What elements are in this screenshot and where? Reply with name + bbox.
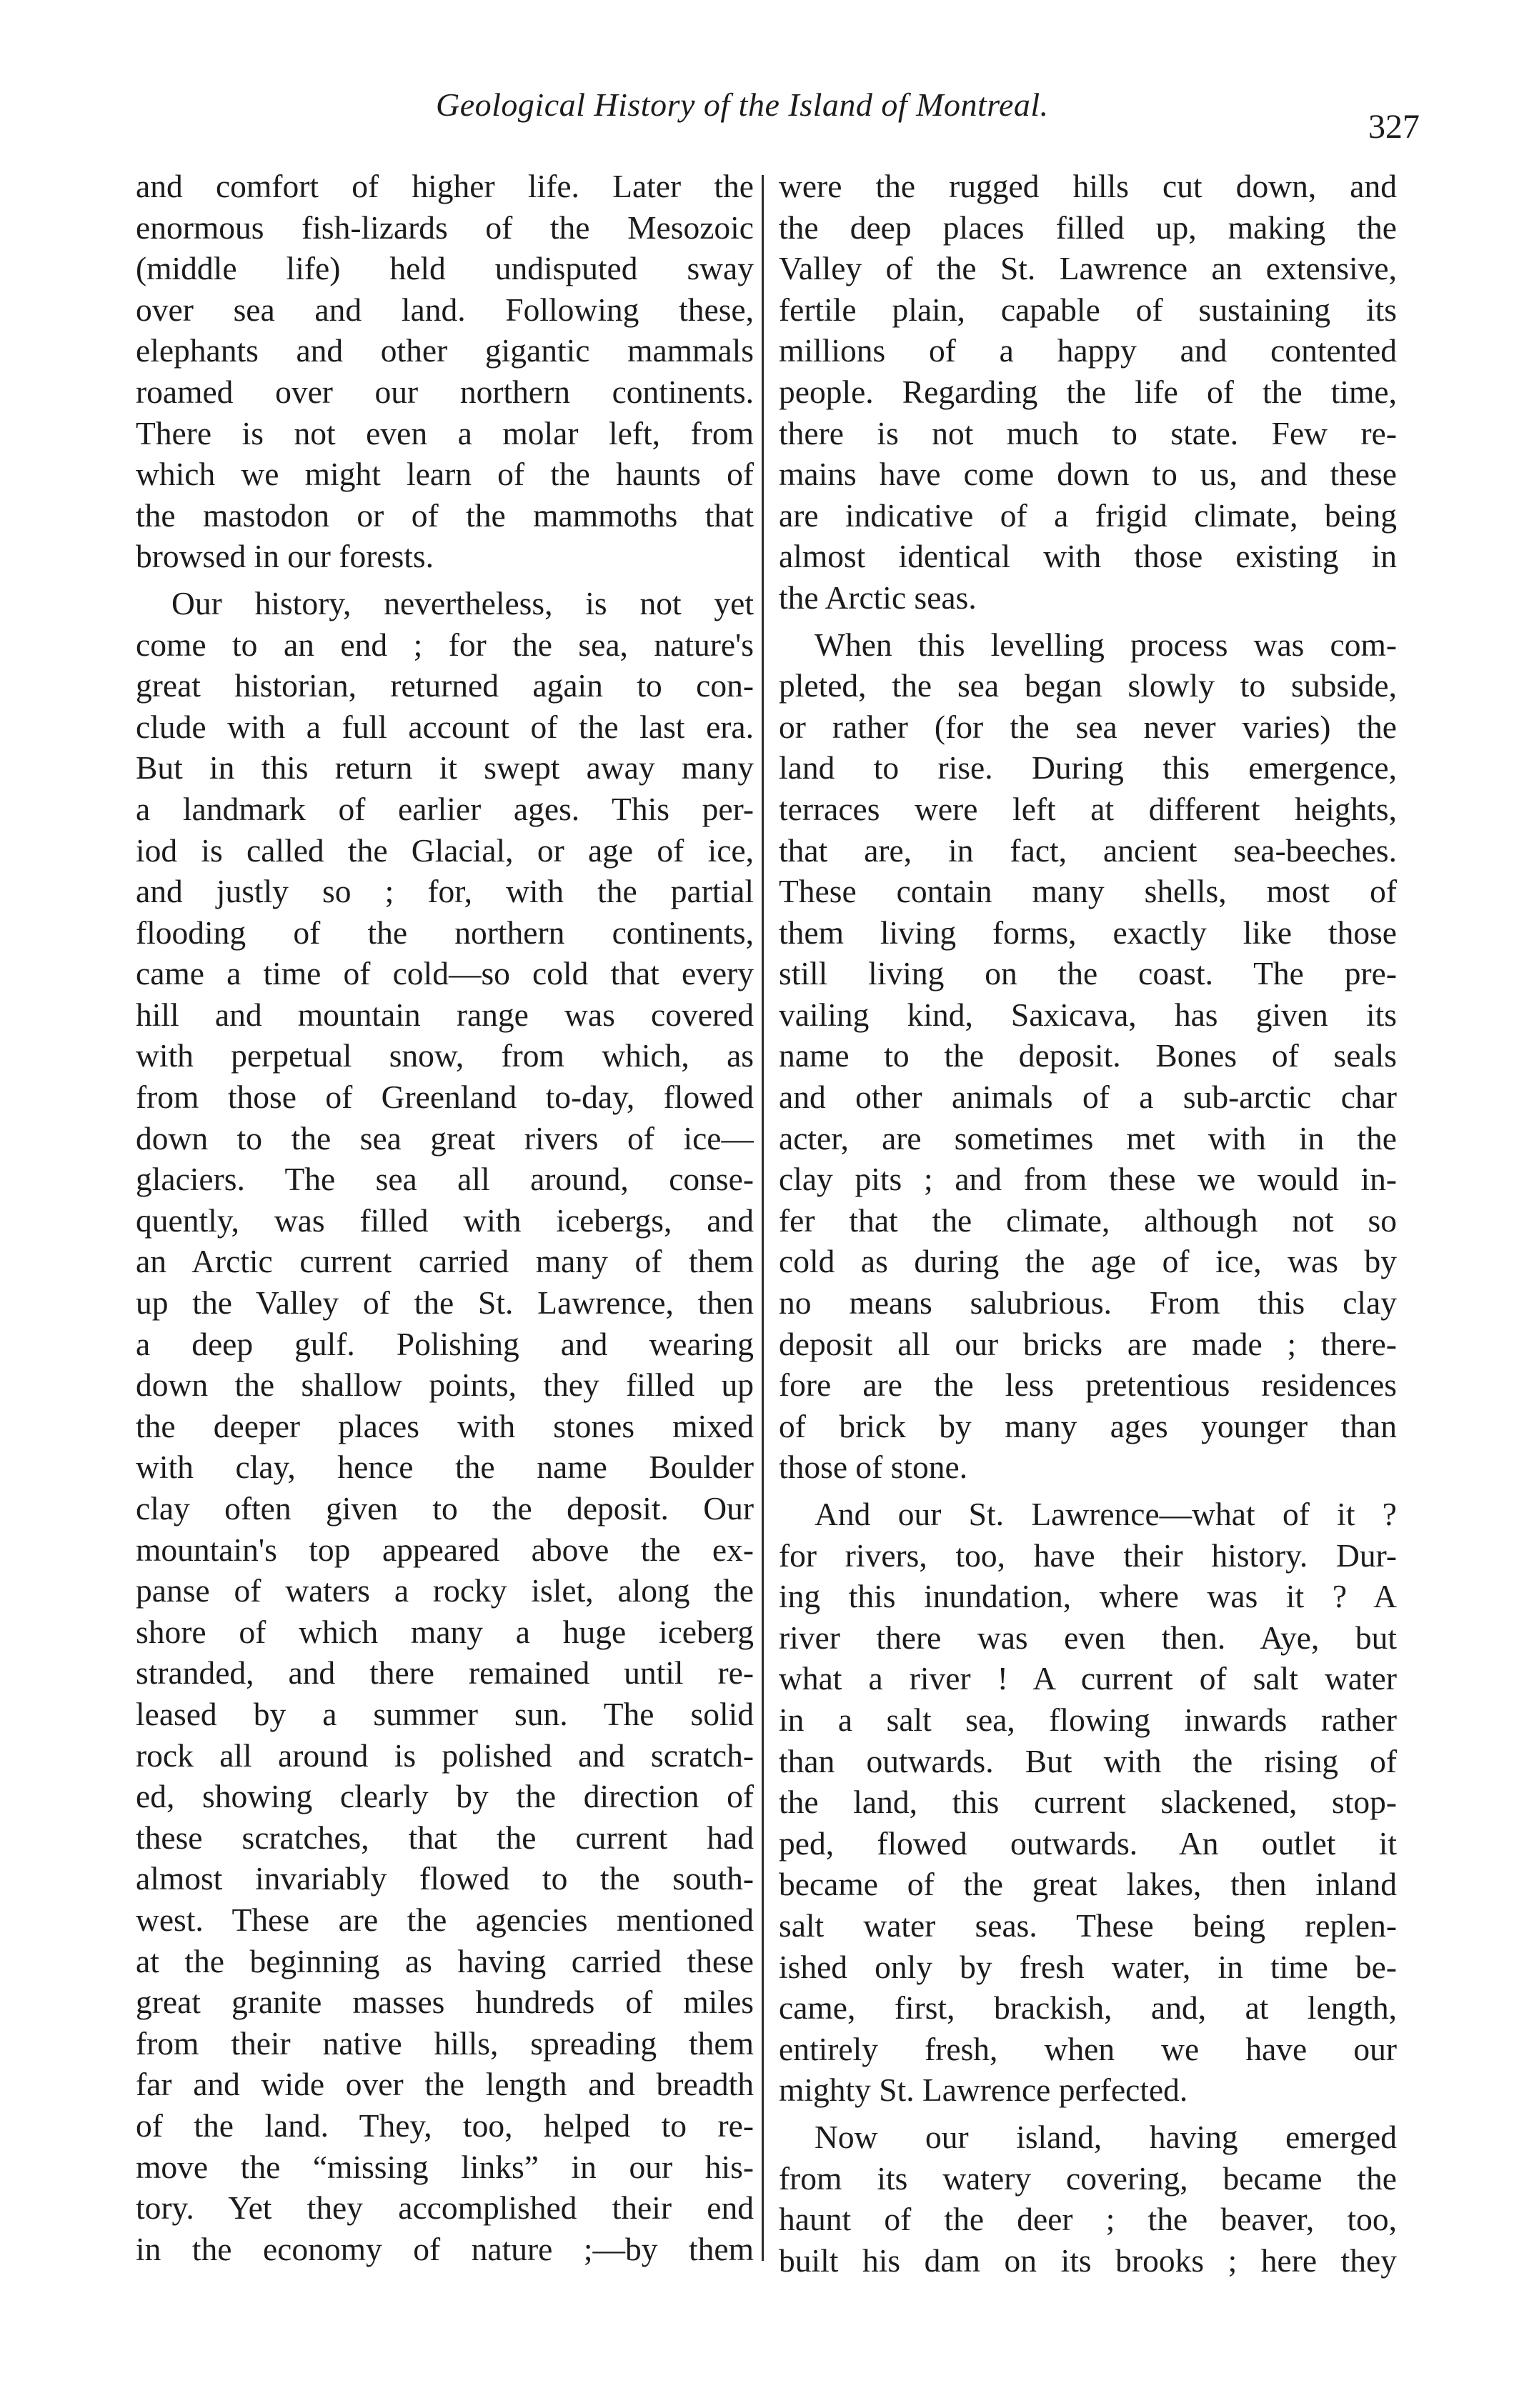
text-line: there is not much to state. Few re- xyxy=(779,414,1397,451)
text-line: (middle life) held undisputed sway xyxy=(136,250,754,287)
text-line: the Arctic seas. xyxy=(779,579,977,616)
text-line: which we might learn of the haunts of xyxy=(136,456,754,493)
text-line: of brick by many ages younger than xyxy=(779,1407,1397,1444)
text-line: mains have come down to us, and these xyxy=(779,456,1397,493)
text-line: than outwards. But with the rising of xyxy=(779,1742,1397,1779)
paragraph-gap xyxy=(779,1488,1397,1494)
right-text-column xyxy=(779,166,1397,2281)
text-line: browsed in our forests. xyxy=(136,538,434,575)
text-line: far and wide over the length and breadth xyxy=(136,2066,754,2103)
text-line: entirely fresh, when we have our xyxy=(779,2030,1397,2067)
text-line: over sea and land. Following these, xyxy=(136,291,754,328)
text-line: the land, this current slackened, stop- xyxy=(779,1784,1397,1821)
text-line: the mastodon or of the mammoths that xyxy=(136,496,754,534)
text-line: quently, was filled with icebergs, and xyxy=(136,1201,754,1239)
text-line: salt water seas. These being replen- xyxy=(779,1907,1397,1944)
text-line: name to the deposit. Bones of seals xyxy=(779,1037,1397,1074)
text-line: from its watery covering, became the xyxy=(779,2159,1397,2197)
text-line: river there was even then. Aye, but xyxy=(779,1619,1397,1656)
left-text-column xyxy=(136,166,754,2269)
text-line: no means salubrious. From this clay xyxy=(779,1284,1397,1322)
text-line: from those of Greenland to-day, flowed xyxy=(136,1079,754,1116)
text-line: great granite masses hundreds of miles xyxy=(136,1984,754,2021)
text-line: panse of waters a rocky islet, along the xyxy=(136,1572,754,1609)
text-line: fer that the climate, although not so xyxy=(779,1201,1397,1239)
text-line: and comfort of higher life. Later the xyxy=(136,168,754,204)
text-line: or rather (for the sea never varies) the xyxy=(779,708,1397,745)
text-line: fertile plain, capable of sustaining its xyxy=(779,291,1397,328)
text-line: an Arctic current carried many of them xyxy=(136,1243,754,1280)
text-line: a deep gulf. Polishing and wearing xyxy=(136,1325,754,1362)
text-line: of the land. They, too, helped to re- xyxy=(136,2107,754,2144)
text-line: became of the great lakes, then inland xyxy=(779,1866,1397,1903)
text-line: still living on the coast. The pre- xyxy=(779,955,1397,992)
text-line: cold as during the age of ice, was by xyxy=(779,1243,1397,1280)
text-line: are indicative of a frigid climate, being xyxy=(779,496,1397,534)
text-line: When this levelling process was com- xyxy=(815,626,1397,663)
text-line: almost invariably flowed to the south- xyxy=(136,1860,754,1897)
paragraph-gap xyxy=(779,619,1397,624)
text-line: for rivers, too, have their history. Dur- xyxy=(779,1537,1397,1574)
text-line: mountain's top appeared above the ex- xyxy=(136,1531,754,1568)
text-line: glaciers. The sea all around, conse- xyxy=(136,1161,754,1198)
text-line: move the “missing links” in our his- xyxy=(136,2148,754,2185)
text-line: These contain many shells, most of xyxy=(779,873,1397,910)
text-line: Valley of the St. Lawrence an extensive, xyxy=(779,250,1397,287)
text-line: land to rise. During this emergence, xyxy=(779,749,1397,786)
text-line: ped, flowed outwards. An outlet it xyxy=(779,1824,1397,1862)
text-line: at the beginning as having carried these xyxy=(136,1942,754,1979)
text-line: come to an end ; for the sea, nature's xyxy=(136,626,754,663)
text-line: millions of a happy and contented xyxy=(779,332,1397,369)
paragraph-gap xyxy=(779,2111,1397,2117)
text-line: them living forms, exactly like those xyxy=(779,914,1397,951)
text-line: roamed over our northern continents. xyxy=(136,373,754,410)
column-divider xyxy=(762,175,764,2261)
text-line: up the Valley of the St. Lawrence, then xyxy=(136,1284,754,1322)
text-line: clude with a full account of the last era. xyxy=(136,708,754,745)
text-line: pleted, the sea began slowly to subside, xyxy=(779,667,1397,704)
text-line: And our St. Lawrence—what of it ? xyxy=(815,1496,1397,1532)
text-line: deposit all our bricks are made ; there- xyxy=(779,1325,1397,1362)
text-line: ing this inundation, where was it ? A xyxy=(779,1578,1397,1615)
text-line: Our history, nevertheless, is not yet xyxy=(171,584,754,621)
text-line: But in this return it swept away many xyxy=(136,749,754,786)
text-line: rock all around is polished and scratch- xyxy=(136,1737,754,1774)
text-line: these scratches, that the current had xyxy=(136,1819,754,1856)
text-line: stranded, and there remained until re- xyxy=(136,1654,754,1692)
paragraph-gap xyxy=(136,577,754,583)
text-line: from their native hills, spreading them xyxy=(136,2024,754,2062)
text-line: leased by a summer sun. The solid xyxy=(136,1695,754,1732)
text-line: flooding of the northern continents, xyxy=(136,914,754,951)
text-line: There is not even a molar left, from xyxy=(136,414,754,451)
text-line: what a river ! A current of salt water xyxy=(779,1660,1397,1697)
text-line: built his dam on its brooks ; here they xyxy=(779,2242,1397,2279)
text-line: those of stone. xyxy=(779,1449,968,1486)
text-line: shore of which many a huge iceberg xyxy=(136,1613,754,1650)
text-line: ed, showing clearly by the direction of xyxy=(136,1778,754,1815)
text-line: terraces were left at different heights, xyxy=(779,790,1397,827)
text-line: the deep places filled up, making the xyxy=(779,209,1397,246)
text-line: with perpetual snow, from which, as xyxy=(136,1037,754,1074)
text-line: and justly so ; for, with the partial xyxy=(136,873,754,910)
text-line: mighty St. Lawrence perfected. xyxy=(779,2072,1188,2109)
text-line: the deeper places with stones mixed xyxy=(136,1407,754,1444)
page-number: 327 xyxy=(1368,108,1420,146)
text-line: with clay, hence the name Boulder xyxy=(136,1449,754,1486)
text-line: came a time of cold—so cold that every xyxy=(136,955,754,992)
text-line: Now our island, having emerged xyxy=(815,2118,1397,2155)
text-line: a landmark of earlier ages. This per- xyxy=(136,790,754,827)
text-line: people. Regarding the life of the time, xyxy=(779,373,1397,410)
text-line: haunt of the deer ; the beaver, too, xyxy=(779,2201,1397,2238)
text-line: elephants and other gigantic mammals xyxy=(136,332,754,369)
text-line: enormous fish-lizards of the Mesozoic xyxy=(136,209,754,246)
text-line: that are, in fact, ancient sea-beeches. xyxy=(779,831,1397,869)
text-line: west. These are the agencies mentioned xyxy=(136,1901,754,1938)
text-line: great historian, returned again to con- xyxy=(136,667,754,704)
running-head: Geological History of the Island of Montreal. xyxy=(436,86,1049,123)
text-line: tory. Yet they accomplished their end xyxy=(136,2189,754,2227)
text-line: in the economy of nature ;—by them xyxy=(136,2230,754,2267)
text-line: clay often given to the deposit. Our xyxy=(136,1490,754,1527)
text-line: were the rugged hills cut down, and xyxy=(779,168,1397,204)
text-line: down the shallow points, they filled up xyxy=(136,1367,754,1404)
text-line: ished only by fresh water, in time be- xyxy=(779,1948,1397,1985)
text-line: and other animals of a sub-arctic char xyxy=(779,1079,1397,1116)
text-line: fore are the less pretentious residences xyxy=(779,1367,1397,1404)
text-line: almost identical with those existing in xyxy=(779,538,1397,575)
text-line: clay pits ; and from these we would in- xyxy=(779,1161,1397,1198)
text-line: in a salt sea, flowing inwards rather xyxy=(779,1701,1397,1738)
text-line: iod is called the Glacial, or age of ice, xyxy=(136,831,754,869)
text-line: came, first, brackish, and, at length, xyxy=(779,1989,1397,2027)
text-line: vailing kind, Saxicava, has given its xyxy=(779,996,1397,1033)
text-line: acter, are sometimes met with in the xyxy=(779,1119,1397,1156)
text-line: hill and mountain range was covered xyxy=(136,996,754,1033)
text-line: down to the sea great rivers of ice— xyxy=(136,1119,754,1156)
